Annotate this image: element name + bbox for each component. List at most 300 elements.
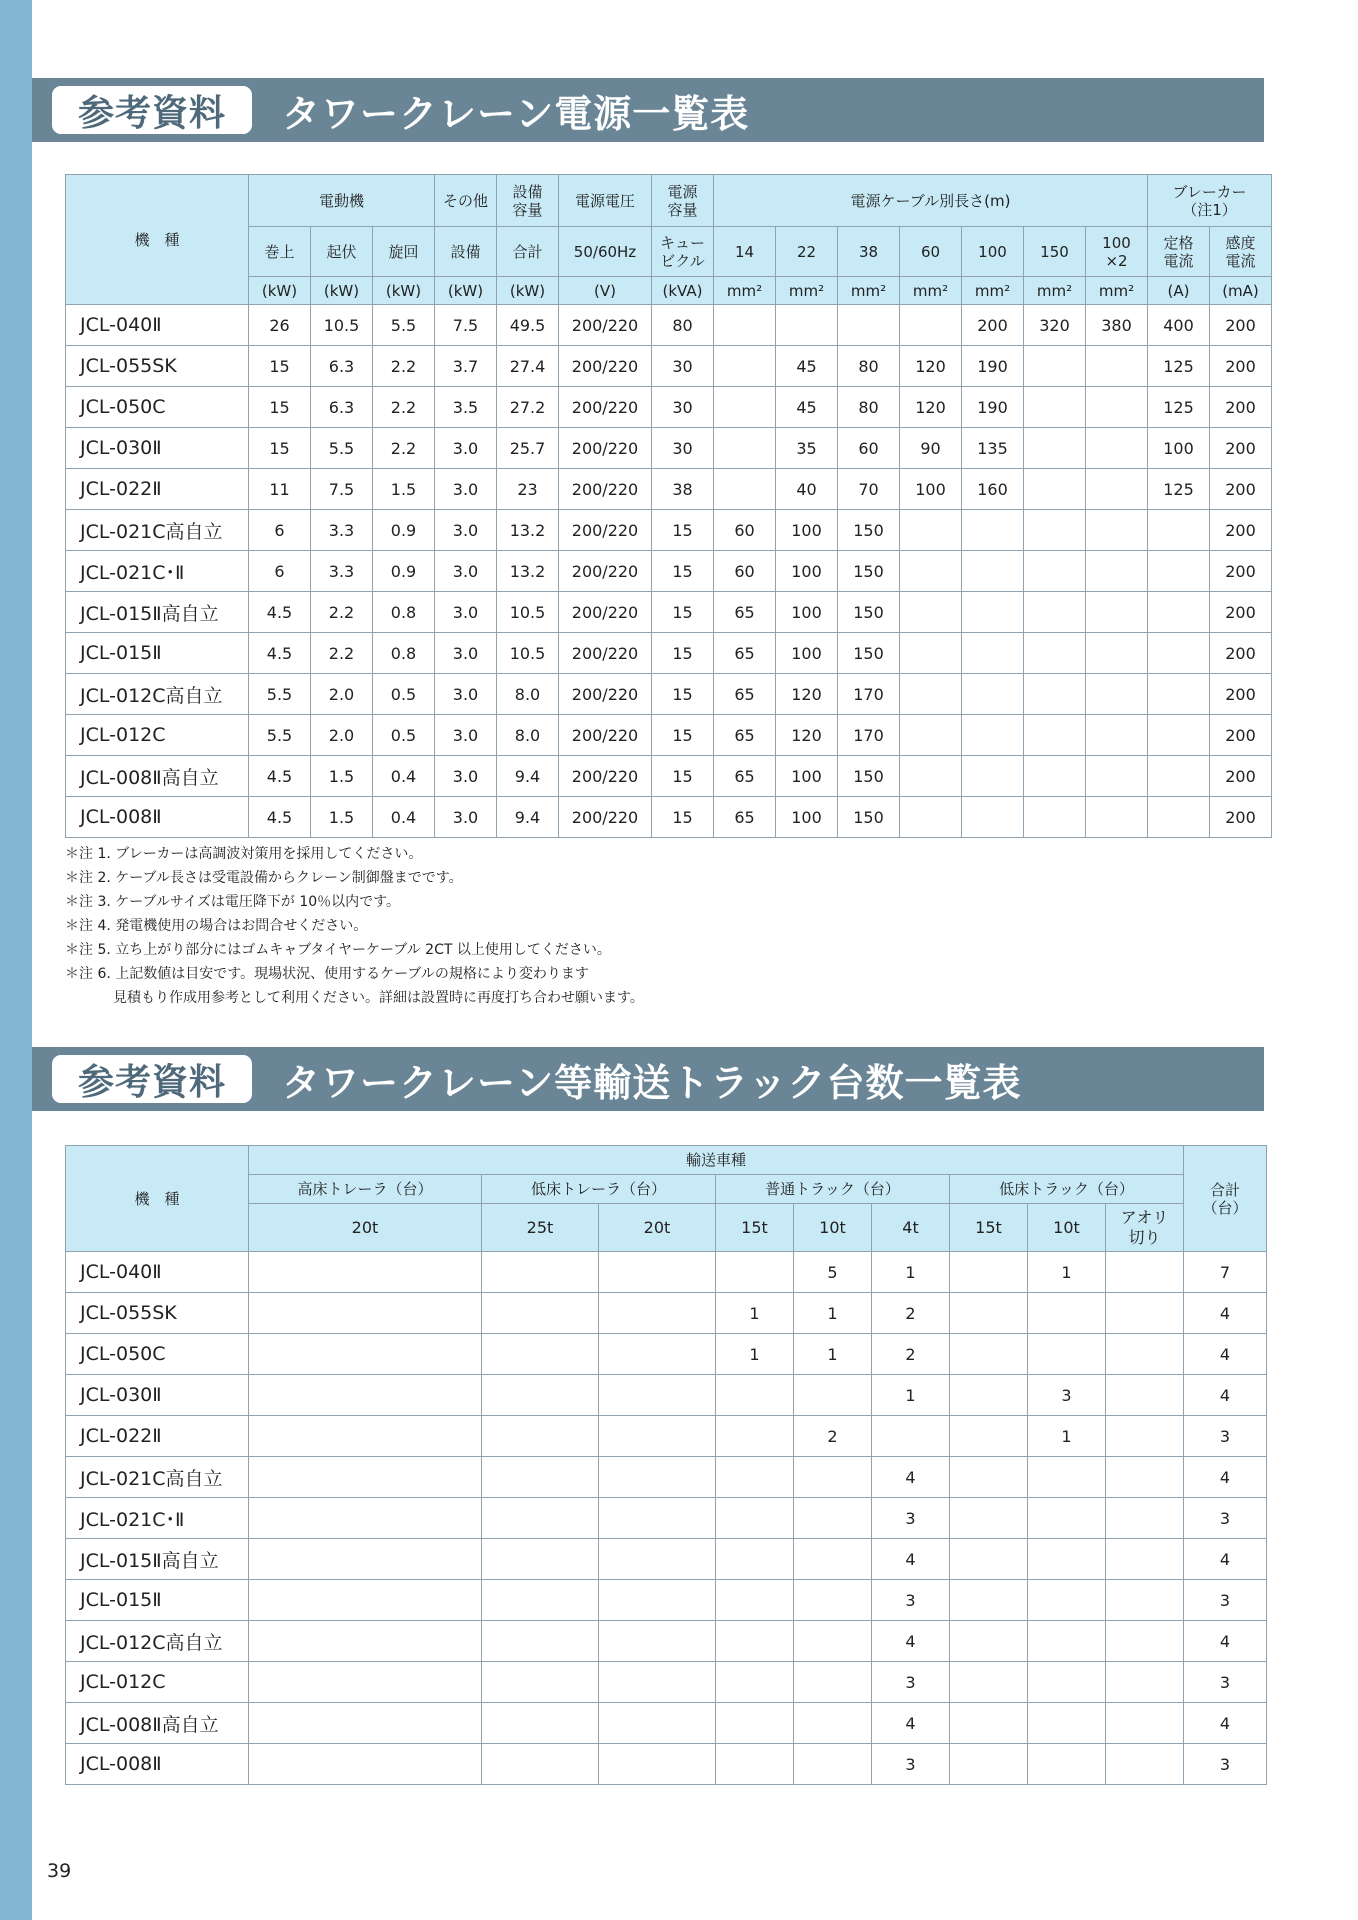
- table-cell: 1: [1028, 1416, 1106, 1457]
- table-row: [66, 1457, 1267, 1498]
- table-cell: [716, 1539, 794, 1580]
- table-cell: 40: [776, 469, 838, 510]
- column-header: 150: [1024, 227, 1086, 277]
- table-cell: 100: [776, 592, 838, 633]
- column-header: 合計: [497, 227, 559, 277]
- table-cell: [249, 1662, 482, 1703]
- table-cell: 3.5: [435, 387, 497, 428]
- table-cell: 2.2: [373, 387, 435, 428]
- table-cell: 200: [962, 305, 1024, 346]
- table-cell: 7.5: [435, 305, 497, 346]
- model-name: JCL-021C高自立: [66, 510, 249, 551]
- table-cell: [599, 1293, 716, 1334]
- table-cell: [599, 1703, 716, 1744]
- table-cell: 0.9: [373, 510, 435, 551]
- table-row: [66, 1744, 1267, 1785]
- column-header: 50/60Hz: [559, 227, 652, 277]
- table-cell: [838, 305, 900, 346]
- column-header: 25t: [482, 1204, 599, 1252]
- table-cell: [962, 756, 1024, 797]
- table-cell: 0.5: [373, 674, 435, 715]
- table-cell: 200/220: [559, 510, 652, 551]
- column-header: 10t: [1028, 1204, 1106, 1252]
- table-cell: [249, 1375, 482, 1416]
- table-cell: 200/220: [559, 797, 652, 838]
- table-cell: [1024, 510, 1086, 551]
- table-cell: 170: [838, 674, 900, 715]
- table-cell: 15: [652, 510, 714, 551]
- cable-length-group-header: 電源ケーブル別長さ(m): [714, 175, 1148, 227]
- table-cell: [1106, 1252, 1184, 1293]
- model-name: JCL-022Ⅱ: [66, 1416, 249, 1457]
- table-cell: 15: [249, 387, 311, 428]
- table-cell: 200/220: [559, 633, 652, 674]
- table-cell: 200: [1210, 551, 1272, 592]
- table-cell: [950, 1375, 1028, 1416]
- table-cell: [1086, 715, 1148, 756]
- table-cell: [1086, 428, 1148, 469]
- page-number: 39: [47, 1860, 72, 1882]
- table-cell: 150: [838, 592, 900, 633]
- table-cell: [716, 1580, 794, 1621]
- table-cell: 0.5: [373, 715, 435, 756]
- table-row: [66, 551, 1272, 592]
- table-cell: 200/220: [559, 428, 652, 469]
- table-cell: [1086, 674, 1148, 715]
- table-cell: [249, 1293, 482, 1334]
- table-cell: [1148, 715, 1210, 756]
- table-cell: [599, 1662, 716, 1703]
- unit-header: (kW): [497, 277, 559, 305]
- table-cell: [482, 1457, 599, 1498]
- table-cell: 70: [838, 469, 900, 510]
- table-cell: 3.0: [435, 715, 497, 756]
- table-cell: 125: [1148, 387, 1210, 428]
- column-header: 定格 電流: [1148, 227, 1210, 277]
- note-line: ＊注 2. ケーブル長さは受電設備からクレーン制御盤までです。: [65, 870, 463, 886]
- table-row: [66, 1703, 1267, 1744]
- table-cell: [1024, 592, 1086, 633]
- table-cell: 100: [1148, 428, 1210, 469]
- table-cell: [1024, 428, 1086, 469]
- table-cell: 60: [714, 510, 776, 551]
- table-cell: [1024, 633, 1086, 674]
- table-cell: 120: [900, 387, 962, 428]
- model-name: JCL-008Ⅱ高自立: [66, 756, 249, 797]
- table-cell: [599, 1580, 716, 1621]
- table-cell: [249, 1334, 482, 1375]
- table-cell: [900, 633, 962, 674]
- model-name: JCL-012C高自立: [66, 674, 249, 715]
- table-cell: [794, 1703, 872, 1744]
- table-cell: 200/220: [559, 674, 652, 715]
- model-name: JCL-015Ⅱ: [66, 1580, 249, 1621]
- table-cell: 1.5: [373, 469, 435, 510]
- table-cell: [1106, 1580, 1184, 1621]
- table-cell: [1148, 510, 1210, 551]
- table-cell: 65: [714, 715, 776, 756]
- table-cell: 15: [249, 346, 311, 387]
- table-cell: [872, 1416, 950, 1457]
- table-cell: 200: [1210, 428, 1272, 469]
- table-cell: [776, 305, 838, 346]
- table-row: [66, 428, 1272, 469]
- table-cell: 2.2: [311, 633, 373, 674]
- table-cell: [1024, 469, 1086, 510]
- table-cell: 125: [1148, 346, 1210, 387]
- table-cell: 1: [794, 1293, 872, 1334]
- column-header: 巻上: [249, 227, 311, 277]
- table-cell: 120: [900, 346, 962, 387]
- table-cell: 15: [249, 428, 311, 469]
- table-cell: 2.0: [311, 674, 373, 715]
- table-cell: [249, 1498, 482, 1539]
- table-row: [66, 592, 1272, 633]
- table-cell: 80: [652, 305, 714, 346]
- table-cell: 30: [652, 428, 714, 469]
- table-cell: 3.0: [435, 469, 497, 510]
- table-cell: 1.5: [311, 797, 373, 838]
- table-cell: 8.0: [497, 674, 559, 715]
- note-line: ＊注 4. 発電機使用の場合はお問合せください。: [65, 918, 368, 934]
- unit-header: (kW): [249, 277, 311, 305]
- table-row: [66, 1252, 1267, 1293]
- table-cell: 5.5: [311, 428, 373, 469]
- table-cell: 11: [249, 469, 311, 510]
- table-row: [66, 346, 1272, 387]
- table-cell: 200: [1210, 797, 1272, 838]
- table-cell: [962, 551, 1024, 592]
- table-cell: [1148, 592, 1210, 633]
- table-cell: 190: [962, 387, 1024, 428]
- column-header: アオリ 切り: [1106, 1204, 1184, 1252]
- table-cell: [714, 346, 776, 387]
- table-row: [66, 1334, 1267, 1375]
- table-cell: 4.5: [249, 633, 311, 674]
- table-cell: 4: [872, 1539, 950, 1580]
- table-cell: 200/220: [559, 592, 652, 633]
- table-cell: 49.5: [497, 305, 559, 346]
- table-cell: 125: [1148, 469, 1210, 510]
- table-cell: 200/220: [559, 715, 652, 756]
- table-cell: 60: [838, 428, 900, 469]
- table-cell: [900, 715, 962, 756]
- table-cell: 120: [776, 674, 838, 715]
- column-header: 起伏: [311, 227, 373, 277]
- section1-badge: 参考資料: [52, 86, 252, 134]
- column-header: 4t: [872, 1204, 950, 1252]
- model-name: JCL-021C･Ⅱ: [66, 551, 249, 592]
- table-cell: 65: [714, 633, 776, 674]
- table-cell: [1028, 1744, 1106, 1785]
- table-cell: 3.0: [435, 797, 497, 838]
- table-cell: 3.3: [311, 551, 373, 592]
- table-row: [66, 797, 1272, 838]
- table-cell: [950, 1662, 1028, 1703]
- model-name: JCL-015Ⅱ高自立: [66, 592, 249, 633]
- table-cell: [950, 1498, 1028, 1539]
- table-row: [66, 387, 1272, 428]
- table-cell: 10.5: [497, 592, 559, 633]
- table-cell: 3: [1028, 1375, 1106, 1416]
- table-cell: [716, 1498, 794, 1539]
- table-cell: 0.8: [373, 592, 435, 633]
- table-cell: [1086, 592, 1148, 633]
- table-cell: [900, 551, 962, 592]
- table-cell: 150: [838, 551, 900, 592]
- unit-header: (mA): [1210, 277, 1272, 305]
- table-cell: [1028, 1498, 1106, 1539]
- table-cell: [599, 1375, 716, 1416]
- table-row: [66, 1375, 1267, 1416]
- table-cell: 3: [872, 1662, 950, 1703]
- column-header: 15t: [950, 1204, 1028, 1252]
- table-row: [66, 1539, 1267, 1580]
- table-row: [66, 1580, 1267, 1621]
- table-cell: [714, 387, 776, 428]
- table-cell: [1028, 1621, 1106, 1662]
- column-header: 20t: [249, 1204, 482, 1252]
- table-cell: [249, 1744, 482, 1785]
- table-cell: 5.5: [249, 715, 311, 756]
- table-cell: 200/220: [559, 756, 652, 797]
- table-cell: 5: [794, 1252, 872, 1293]
- table-cell: [794, 1662, 872, 1703]
- table-cell: [950, 1539, 1028, 1580]
- table-cell: 100: [776, 633, 838, 674]
- table-cell: [249, 1539, 482, 1580]
- table-cell: 9.4: [497, 756, 559, 797]
- total-cell: 7: [1184, 1252, 1267, 1293]
- supply-voltage-header: 電源電圧: [559, 175, 652, 227]
- table-cell: 60: [714, 551, 776, 592]
- table-cell: 65: [714, 674, 776, 715]
- table-cell: [950, 1293, 1028, 1334]
- table-cell: 4.5: [249, 592, 311, 633]
- table-cell: 200: [1210, 674, 1272, 715]
- table-cell: 150: [838, 633, 900, 674]
- table-cell: [1024, 551, 1086, 592]
- breaker-group-header: ブレーカー （注1）: [1148, 175, 1272, 227]
- total-cell: 3: [1184, 1416, 1267, 1457]
- table-cell: [482, 1744, 599, 1785]
- table-cell: [794, 1539, 872, 1580]
- table-cell: [482, 1621, 599, 1662]
- table-cell: 200: [1210, 469, 1272, 510]
- table-cell: 170: [838, 715, 900, 756]
- table-cell: [900, 674, 962, 715]
- table-cell: [1148, 756, 1210, 797]
- column-header: 100 ×2: [1086, 227, 1148, 277]
- table-cell: 100: [776, 797, 838, 838]
- table-cell: 3.0: [435, 551, 497, 592]
- table-cell: [1148, 797, 1210, 838]
- table-cell: 38: [652, 469, 714, 510]
- note-line: 見積もり作成用参考として利用ください。詳細は設置時に再度打ち合わせ願います。: [113, 990, 644, 1006]
- table-row: [66, 1293, 1267, 1334]
- table-cell: [599, 1457, 716, 1498]
- table-cell: 3.0: [435, 428, 497, 469]
- table-cell: [1024, 756, 1086, 797]
- table-cell: 80: [838, 387, 900, 428]
- table-cell: [950, 1580, 1028, 1621]
- table-cell: [794, 1621, 872, 1662]
- table-cell: 45: [776, 387, 838, 428]
- model-name: JCL-008Ⅱ: [66, 797, 249, 838]
- table-cell: [599, 1334, 716, 1375]
- table-cell: 0.8: [373, 633, 435, 674]
- table-cell: 200: [1210, 346, 1272, 387]
- table-cell: [599, 1744, 716, 1785]
- model-name: JCL-008Ⅱ高自立: [66, 1703, 249, 1744]
- table-cell: 90: [900, 428, 962, 469]
- table-cell: 0.9: [373, 551, 435, 592]
- table-cell: 2.2: [373, 346, 435, 387]
- model-name: JCL-030Ⅱ: [66, 428, 249, 469]
- table-cell: 3.0: [435, 510, 497, 551]
- unit-header: (kVA): [652, 277, 714, 305]
- table-cell: [249, 1457, 482, 1498]
- model-name: JCL-050C: [66, 1334, 249, 1375]
- column-header: 100: [962, 227, 1024, 277]
- unit-header: (V): [559, 277, 652, 305]
- table-cell: [249, 1621, 482, 1662]
- table-cell: [1148, 674, 1210, 715]
- table-cell: [1024, 346, 1086, 387]
- table-cell: [714, 428, 776, 469]
- unit-header: (A): [1148, 277, 1210, 305]
- motor-group-header: 電動機: [249, 175, 435, 227]
- section2-banner: [32, 1047, 1264, 1111]
- table-cell: [1028, 1334, 1106, 1375]
- table-cell: 200: [1210, 756, 1272, 797]
- model-name: JCL-040Ⅱ: [66, 305, 249, 346]
- table-cell: 2: [872, 1334, 950, 1375]
- model-name: JCL-012C: [66, 1662, 249, 1703]
- table-cell: 200/220: [559, 346, 652, 387]
- table-cell: 15: [652, 592, 714, 633]
- unit-header: mm²: [1086, 277, 1148, 305]
- transport-group-header: 輸送車種: [249, 1146, 1184, 1175]
- table-cell: 3.0: [435, 592, 497, 633]
- table-cell: 65: [714, 797, 776, 838]
- table-cell: [1028, 1580, 1106, 1621]
- table-cell: 4.5: [249, 756, 311, 797]
- table-cell: 200: [1210, 305, 1272, 346]
- table-cell: 200: [1210, 715, 1272, 756]
- table-cell: 13.2: [497, 551, 559, 592]
- total-cell: 4: [1184, 1621, 1267, 1662]
- model-header: 機 種: [66, 175, 249, 305]
- table-cell: [950, 1621, 1028, 1662]
- total-cell: 4: [1184, 1539, 1267, 1580]
- table-cell: [950, 1416, 1028, 1457]
- table-cell: [1086, 756, 1148, 797]
- vehicle-group-header: 低床トラック（台）: [950, 1175, 1184, 1204]
- vehicle-group-header: 普通トラック（台）: [716, 1175, 950, 1204]
- table-cell: 45: [776, 346, 838, 387]
- table-cell: [1106, 1375, 1184, 1416]
- table-cell: [950, 1744, 1028, 1785]
- column-header: キュー ビクル: [652, 227, 714, 277]
- table-cell: 15: [652, 551, 714, 592]
- table-cell: 27.2: [497, 387, 559, 428]
- table-cell: 35: [776, 428, 838, 469]
- table-cell: 10.5: [497, 633, 559, 674]
- column-header: 38: [838, 227, 900, 277]
- table-cell: 0.4: [373, 797, 435, 838]
- table-cell: [962, 674, 1024, 715]
- table-cell: [794, 1457, 872, 1498]
- table-cell: 135: [962, 428, 1024, 469]
- table-row: [66, 305, 1272, 346]
- table-cell: [1028, 1457, 1106, 1498]
- table-cell: [1106, 1293, 1184, 1334]
- unit-header: mm²: [962, 277, 1024, 305]
- table-cell: 15: [652, 674, 714, 715]
- left-edge-stripe: [0, 0, 32, 1920]
- note-line: ＊注 6. 上記数値は目安です。現場状況、使用するケーブルの規格により変わります: [65, 966, 589, 982]
- table-cell: [1086, 469, 1148, 510]
- table-cell: [482, 1375, 599, 1416]
- table-cell: [1024, 797, 1086, 838]
- total-cell: 3: [1184, 1580, 1267, 1621]
- table-cell: 30: [652, 387, 714, 428]
- column-header: 22: [776, 227, 838, 277]
- table-cell: 200: [1210, 633, 1272, 674]
- section2-badge: 参考資料: [52, 1055, 252, 1103]
- total-cell: 4: [1184, 1457, 1267, 1498]
- other-group-header: その他: [435, 175, 497, 227]
- column-header: 60: [900, 227, 962, 277]
- table-cell: [962, 633, 1024, 674]
- table-cell: 3: [872, 1580, 950, 1621]
- table-cell: [716, 1662, 794, 1703]
- model-name: JCL-021C･Ⅱ: [66, 1498, 249, 1539]
- table-row: [66, 510, 1272, 551]
- model-name: JCL-008Ⅱ: [66, 1744, 249, 1785]
- table-cell: [900, 797, 962, 838]
- table-cell: 30: [652, 346, 714, 387]
- table-cell: [599, 1498, 716, 1539]
- table-cell: [482, 1539, 599, 1580]
- table-cell: 3: [872, 1744, 950, 1785]
- table-row: [66, 1662, 1267, 1703]
- table-cell: 100: [776, 510, 838, 551]
- unit-header: mm²: [714, 277, 776, 305]
- table-cell: 1: [872, 1252, 950, 1293]
- table-cell: [482, 1662, 599, 1703]
- table-cell: [1106, 1539, 1184, 1580]
- table-cell: 160: [962, 469, 1024, 510]
- notes-block: [65, 842, 1215, 1010]
- table-row: [66, 1498, 1267, 1539]
- table-cell: [599, 1621, 716, 1662]
- model-name: JCL-050C: [66, 387, 249, 428]
- table-cell: [962, 715, 1024, 756]
- table-cell: 100: [900, 469, 962, 510]
- table-cell: 1.5: [311, 756, 373, 797]
- column-header: 10t: [794, 1204, 872, 1252]
- model-name: JCL-030Ⅱ: [66, 1375, 249, 1416]
- table-cell: 2: [872, 1293, 950, 1334]
- table-cell: 65: [714, 592, 776, 633]
- table-cell: [1106, 1744, 1184, 1785]
- table-cell: [1106, 1662, 1184, 1703]
- table-cell: [1106, 1334, 1184, 1375]
- total-cell: 4: [1184, 1293, 1267, 1334]
- table-cell: 200/220: [559, 305, 652, 346]
